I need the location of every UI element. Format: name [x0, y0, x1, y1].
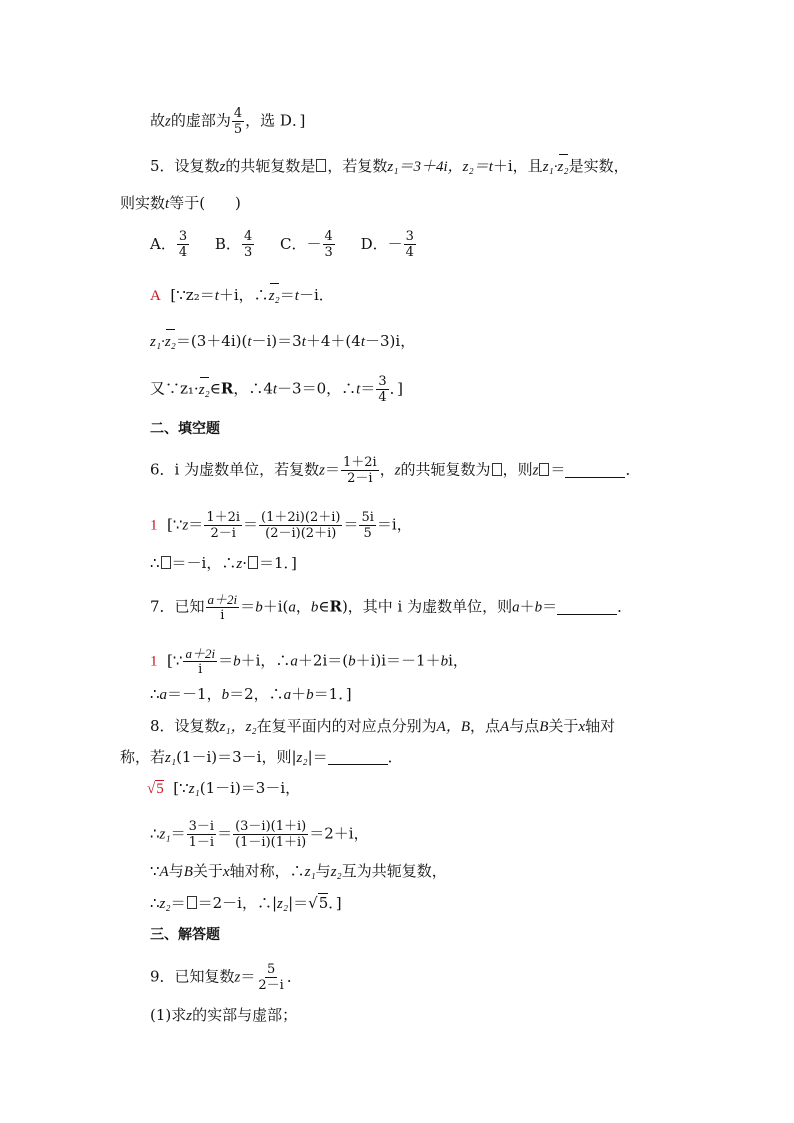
question-7: 7．已知 $\frac{a+2i}{i}$ ＝b＋i(a，b∈R)，其中 i 为虚数单位，则a＋b＝ ．: [150, 592, 633, 623]
option-d[interactable]: D．－ $\frac{3}{4}$: [360, 229, 414, 260]
section-heading-fill-in: 二、填空题: [150, 421, 220, 437]
placeholder-box-icon: [316, 159, 326, 172]
answer-blank[interactable]: [565, 463, 625, 478]
placeholder-box-icon: [187, 896, 197, 909]
q8-solution-line-3: ∵A与B关于x轴对称，∴z₁与z₂互为共轭复数，: [150, 862, 447, 880]
q8-solution-line-1: √5 [∵z₁(1－i)＝3－i，: [147, 779, 301, 797]
option-c[interactable]: C．－ $\frac{4}{3}$: [280, 229, 333, 260]
q7-solution-line-2: ∴a＝－1，b＝2，∴a＋b＝1．]: [150, 685, 352, 703]
question-9-part-1: (1)求z的实部与虚部；: [150, 1006, 298, 1024]
answer-blank[interactable]: [557, 600, 617, 615]
q5-solution-line-3: 又∵z₁·z₂∈R，∴4t－3＝0，∴t＝ $\frac{3}{4}$ ．]: [150, 374, 403, 405]
answer-label: A: [150, 288, 161, 304]
question-9: 9．已知复数z＝ $\frac{5}{2-i}$ ．: [150, 962, 302, 993]
option-b[interactable]: B． $\frac{4}{3}$: [214, 229, 253, 260]
placeholder-box-icon: [492, 463, 502, 476]
q6-solution-line-2: ∴ ＝－i，∴z· ＝1．]: [150, 554, 297, 572]
prev-answer-line: 故z的虚部为 $\frac{4}{5}$ ，选 D．]: [150, 106, 306, 137]
question-8-line-2: 称，若z₁(1－i)＝3－i，则|z₂|＝ ．: [120, 748, 403, 766]
q8-solution-line-2: ∴z₁＝ $\frac{3-i}{1-i}$ ＝ $\frac{(3-i)(1+i)}{(1-i)(1+i)}$ ＝2＋i，: [150, 819, 369, 850]
fraction: $\frac{4}{5}$: [233, 106, 243, 137]
section-heading-solve: 三、解答题: [150, 927, 220, 943]
question-6: 6．i 为虚数单位，若复数z＝ $\frac{1+2i}{2-i}$ ，z的共轭复数为 ，则z ＝ ．: [150, 455, 641, 486]
placeholder-box-icon: [248, 556, 258, 569]
q5-solution-line-1: A [∵z₂＝t＋i，∴z₂＝t－i．: [150, 286, 334, 304]
question-5-options: [150, 229, 417, 260]
question-5-line-1: 5．设复数z的共轭复数是 ，若复数z₁＝3＋4i，z₂＝t＋i，且z₁·z₂是实数，: [150, 157, 629, 175]
answer-blank[interactable]: [328, 750, 388, 765]
question-8-line-1: 8．设复数z₁，z₂在复平面内的对应点分别为A，B，点A与点B关于x轴对: [150, 717, 616, 735]
q6-solution-line-1: 1 [∵z＝ $\frac{1+2i}{2-i}$ ＝ $\frac{(1+2i)(2+i)}{(2-i)(2+i)}$ ＝ $\frac{5i}{5}$ ＝i，: [150, 510, 412, 541]
q8-solution-line-4: ∴z₂＝ ＝2－i，∴|z₂|＝√5．]: [150, 894, 342, 912]
placeholder-box-icon: [539, 463, 549, 476]
placeholder-box-icon: [161, 556, 171, 569]
q5-solution-line-2: z₁·z₂＝(3＋4i)(t－i)＝3t＋4＋(4t－3)i，: [150, 332, 416, 350]
option-a[interactable]: A． $\frac{3}{4}$: [150, 229, 188, 260]
question-5-line-2: 则实数t等于( ): [120, 194, 241, 212]
answer-sqrt: √5: [147, 781, 164, 797]
q7-solution-line-1: 1 [∵ $\frac{a+2i}{i}$ ＝b＋i，∴a＋2i＝(b＋i)i＝－1＋bi，: [150, 646, 468, 677]
